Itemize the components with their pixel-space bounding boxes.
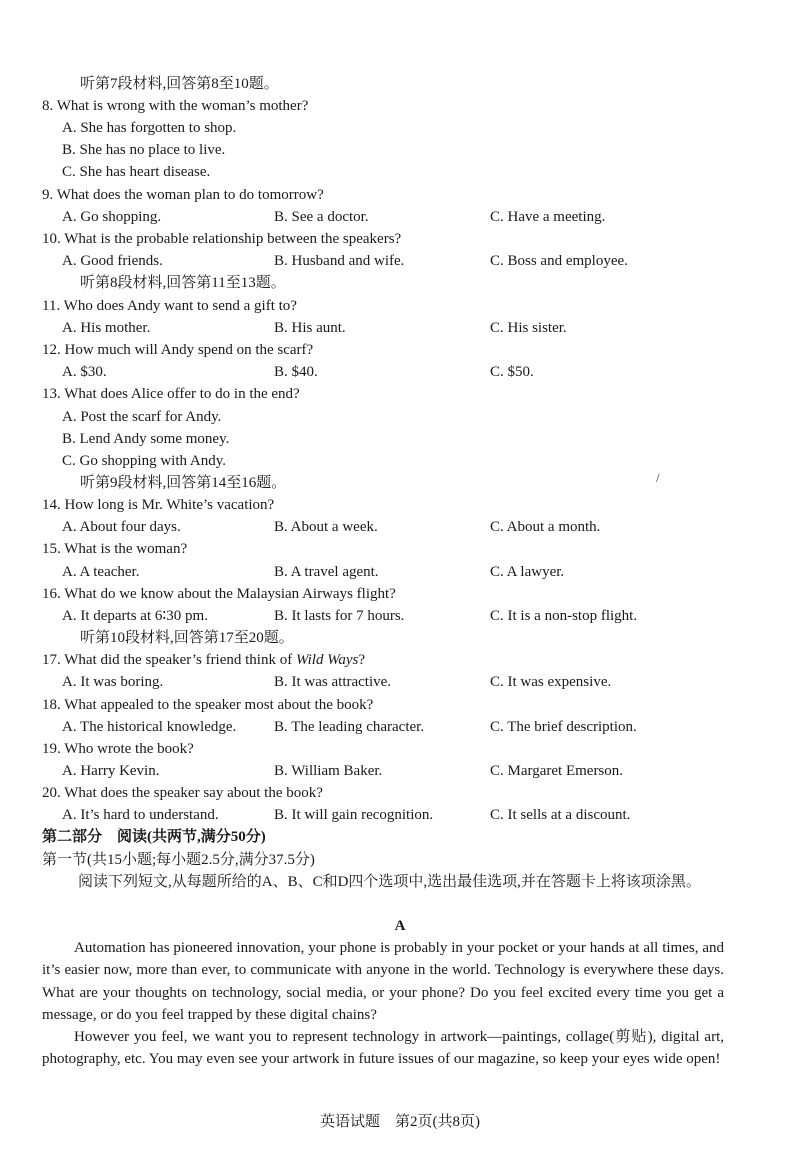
question-9: 9. What does the woman plan to do tomorrow?	[42, 187, 324, 203]
question-15: 15. What is the woman?	[42, 541, 188, 557]
q10-option-b: B. Husband and wife.	[274, 253, 405, 269]
q20-option-b: B. It will gain recognition.	[274, 807, 434, 823]
q10-option-c: C. Boss and employee.	[490, 253, 628, 269]
question-17	[42, 649, 762, 671]
q17-option-c: C. It was expensive.	[490, 674, 612, 690]
q14-option-c: C. About a month.	[490, 519, 601, 535]
question-18: 18. What appealed to the speaker most about the book?	[42, 697, 374, 713]
question-10: 10. What is the probable relationship between the speakers?	[42, 231, 402, 247]
q9-option-a: A. Go shopping.	[62, 209, 162, 225]
q8-option-c: C. She has heart disease.	[62, 164, 211, 180]
q14-option-b: B. About a week.	[274, 519, 378, 535]
q17-text: 17. What did the speaker’s friend think of	[42, 652, 296, 668]
q19-option-a: A. Harry Kevin.	[62, 763, 160, 779]
q18-option-b: B. The leading character.	[274, 719, 425, 735]
section-1-heading: 第一节(共15小题;每小题2.5分,满分37.5分)	[42, 852, 315, 868]
q20-option-a: A. It’s hard to understand.	[62, 807, 219, 823]
q11-option-c: C. His sister.	[490, 320, 567, 336]
section-8-instruction: 听第8段材料,回答第11至13题。	[80, 275, 286, 291]
q13-option-b: B. Lend Andy some money.	[62, 431, 230, 447]
question-19: 19. Who wrote the book?	[42, 741, 194, 757]
stray-pen-mark: /	[656, 470, 660, 485]
question-12: 12. How much will Andy spend on the scarf?	[42, 342, 314, 358]
section-9-instruction: 听第9段材料,回答第14至16题。	[80, 475, 287, 491]
question-16: 16. What do we know about the Malaysian Airways flight?	[42, 586, 396, 602]
q19-option-b: B. William Baker.	[274, 763, 383, 779]
page-footer: 英语试题 第2页(共8页)	[320, 1114, 480, 1130]
q9-options	[62, 206, 782, 228]
q19-option-c: C. Margaret Emerson.	[490, 763, 624, 779]
q9-option-c: C. Have a meeting.	[490, 209, 606, 225]
section-7-instruction: 听第7段材料,回答第8至10题。	[80, 76, 279, 92]
q15-option-a: A. A teacher.	[62, 564, 140, 580]
q12-option-c: C. $50.	[490, 364, 534, 380]
q10-options	[62, 250, 782, 272]
section-10-instruction: 听第10段材料,回答第17至20题。	[80, 630, 294, 646]
q15-option-c: C. A lawyer.	[490, 564, 565, 580]
q18-option-c: C. The brief description.	[490, 719, 637, 735]
q13-option-a: A. Post the scarf for Andy.	[62, 409, 222, 425]
q16-options	[62, 605, 782, 627]
q11-option-b: B. His aunt.	[274, 320, 346, 336]
q17-option-a: A. It was boring.	[62, 674, 164, 690]
q17-option-b: B. It was attractive.	[274, 674, 392, 690]
q16-option-a: A. It departs at 6∶30 pm.	[62, 608, 208, 624]
q11-options	[62, 317, 782, 339]
q9-option-b: B. See a doctor.	[274, 209, 369, 225]
q14-option-a: A. About four days.	[62, 519, 181, 535]
q15-option-b: B. A travel agent.	[274, 564, 379, 580]
q20-options	[62, 804, 782, 826]
q12-option-b: B. $40.	[274, 364, 318, 380]
q16-option-b: B. It lasts for 7 hours.	[274, 608, 405, 624]
q17-book-title: Wild Ways	[295, 652, 359, 668]
q8-option-b: B. She has no place to live.	[62, 142, 226, 158]
q18-option-a: A. The historical knowledge.	[62, 719, 237, 735]
question-11: 11. Who does Andy want to send a gift to?	[42, 298, 297, 314]
q14-options	[62, 516, 782, 538]
q17-question-mark: ?	[358, 652, 366, 668]
passage-label: A	[394, 918, 406, 934]
question-20: 20. What does the speaker say about the book?	[42, 785, 323, 801]
part-2-heading: 第二部分 阅读(共两节,满分50分)	[42, 829, 266, 845]
q10-option-a: A. Good friends.	[62, 253, 163, 269]
question-8: 8. What is wrong with the woman’s mother?	[42, 98, 309, 114]
q20-option-c: C. It sells at a discount.	[490, 807, 631, 823]
question-14: 14. How long is Mr. White’s vacation?	[42, 497, 275, 513]
passage-paragraph-1: Automation has pioneered innovation, your phone is probably in your pocket or your hands at all times, and it’s easier now, more than ever, to communicate with anyone in the world. Technology is everywhere these days. What are your thoughts on technology, social media, or your phone? Do you feel excited every time you get a message, or do you feel trapped by these digital chains?	[42, 940, 724, 1023]
q19-options	[62, 760, 782, 782]
q15-options	[62, 561, 782, 583]
question-13: 13. What does Alice offer to do in the end?	[42, 386, 300, 402]
q17-options	[62, 671, 782, 693]
passage-paragraph-2: However you feel, we want you to represent technology in artwork—paintings, collage(剪贴), digital art, photography, etc. You may even see your artwork in future issues of our magazine, so keep your eyes wide open!	[42, 1029, 724, 1068]
reading-instruction: 阅读下列短文,从每题所给的A、B、C和D四个选项中,选出最佳选项,并在答题卡上将该项涂黑。	[78, 874, 701, 890]
q16-option-c: C. It is a non-stop flight.	[490, 608, 638, 624]
q12-options	[62, 361, 782, 383]
q12-option-a: A. $30.	[62, 364, 107, 380]
q11-option-a: A. His mother.	[62, 320, 151, 336]
q8-option-a: A. She has forgotten to shop.	[62, 120, 237, 136]
q18-options	[62, 716, 782, 738]
q13-option-c: C. Go shopping with Andy.	[62, 453, 227, 469]
